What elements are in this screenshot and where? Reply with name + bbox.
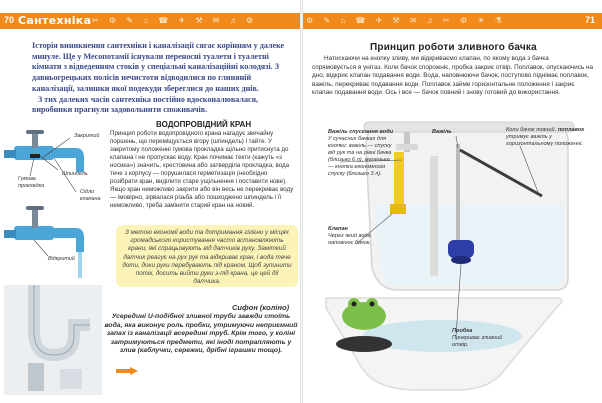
lever-label-text: У сучасних бачках для кнопки: важіль — спуску від рук та на рівні бачка (близько 6 л), маленька — кнопка економного спуску (близько 3 л). bbox=[328, 136, 392, 177]
faucet-diagram bbox=[4, 128, 112, 296]
left-page-number: 70 bbox=[4, 15, 15, 25]
faucet-heading: ВОДОПРОВІДНИЙ КРАН bbox=[156, 120, 252, 129]
valve-seat-label: Сідло клапана bbox=[80, 189, 101, 202]
float-label-text: утримує важіль у горизонтальному положенні. bbox=[506, 134, 583, 147]
water-saving-note-box bbox=[116, 225, 298, 287]
faucet-description: Принцип роботи водопровідного крана нагадує звичайну поршень, що переміщується вгору (шпиндель) і тайте. У закритому положенні гумова прокладка щільно притиснута до клапана і не пропускає воду. Кран почимає текти (кажуть «з носика») значить, хрестовина або затверділа прокладка, вода тече з корпусу — порушилася герметизація (необхідно розібрати кран, виділити старе ущільнення і поставити нове). Якщо кран неможливо закрити або він весь не перекриває воду — імовірно, зірвалася різьба або пошкоджено шпиндель і її неможливо, треба замінити старий кран на новий. bbox=[110, 130, 294, 209]
lever-label-title: Важіль спускання води bbox=[328, 129, 394, 135]
open-faucet-illustration bbox=[4, 206, 84, 278]
siphon-heading: Сифон (коліно) bbox=[232, 303, 290, 312]
history-intro bbox=[32, 41, 294, 116]
intro-paragraph-2: З тих далеких часів сантехніка постійно вдосконалювалася, виробники прагнули задовольнити споживачів. bbox=[32, 94, 258, 115]
float-label-title: Коли бачок повний, bbox=[506, 127, 557, 133]
gasket-label: Гумова прокладка bbox=[18, 176, 45, 189]
arrow-icon bbox=[116, 367, 138, 375]
spindle-label: Шпиндель bbox=[62, 171, 88, 177]
flush-tank-intro: Натискаючи на кнопку зливу, ми відкриваємо клапан, по якому вода з бачка спрямовується в унітаз. Коли бачок спорожніє, пробка закриє отвір. Поплавок, опускаючись на дно, відкриє клапан подавання води. Вода, наповнюючи бачок, поступово піднімає поплавок, важіль, перекриває подавання води. Поплавок займе горизонтальне положення і закриє клапан подавання води. Ось і все — бачок повний і знову готовий до використання. bbox=[312, 55, 594, 96]
valve-label-title: Клапан bbox=[328, 226, 348, 232]
header-tool-icons-right: ⚙ ✎ ⌂ ☎ ✈ ⚒ ✉ ♫ ✂ ⚙ ☀ ⚗ bbox=[306, 16, 506, 25]
water-saving-note: З метою економії води та дотримання гігієни у місцях громадського користування часто встановлюють крани, які спрацьовують від датчиків руху. Заміткий датчик реагує на рух рук та відкриває кран, і вода тече доти, доки руки перебувають під краном. Щоб зупинити потік, досить вийти руки з-під крана, це цей дії датчика. bbox=[122, 229, 292, 286]
arm-label bbox=[432, 129, 452, 136]
flush-tank-diagram bbox=[306, 108, 600, 400]
book-gutter bbox=[300, 0, 303, 403]
siphon-illustration bbox=[4, 285, 102, 395]
lever-label bbox=[328, 129, 396, 178]
arm-label-title: Важіль bbox=[432, 129, 452, 135]
plug-label-text: Прикриває зливний отвір. bbox=[452, 335, 503, 348]
plug-label-title: Пробка bbox=[452, 328, 473, 334]
float-label-bold: поплавок bbox=[557, 127, 585, 133]
valve-label bbox=[328, 226, 384, 247]
flush-tank-heading: Принцип роботи зливного бачка bbox=[370, 42, 537, 53]
float-label bbox=[506, 127, 596, 148]
section-title: Сантехніка bbox=[18, 14, 92, 27]
plug-label bbox=[452, 328, 512, 349]
open-label: Відкритий bbox=[48, 256, 75, 262]
right-page-number: 71 bbox=[585, 15, 596, 25]
valve-label-text: Через який вода наповнює бачок. bbox=[328, 233, 371, 246]
closed-faucet-illustration bbox=[4, 130, 84, 172]
closed-label: Закритий bbox=[74, 133, 100, 139]
siphon-description: Усередині U-подібної зливної труби завжди стоїть вода, яка виконує роль пробки, утримуючи неприємний запах із каналізації всередині труб. Крім того, у коліні затримуються предмети, які іноді потрапляють у злив (каблучки, сережки, дрібні іграшки тощо). bbox=[104, 313, 298, 355]
header-tool-icons-left: ✂ ⚙ ✎ ⌂ ☎ ✈ ⚒ ✉ ♫ ⚙ bbox=[92, 16, 258, 25]
intro-paragraph-1: Історія виникнення сантехніки і каналізації сягає корінням у далеке минуле. Ще у Месопотамії існували переносні туалети і туалетні кімнати з відведенням стоків у спеціальні каналізаційні колодязі. З давньогрецьких полісів нечистоти відводилися по глиняній каналізації, залишки якої подекуди збереглися до наших днів. bbox=[32, 41, 285, 93]
